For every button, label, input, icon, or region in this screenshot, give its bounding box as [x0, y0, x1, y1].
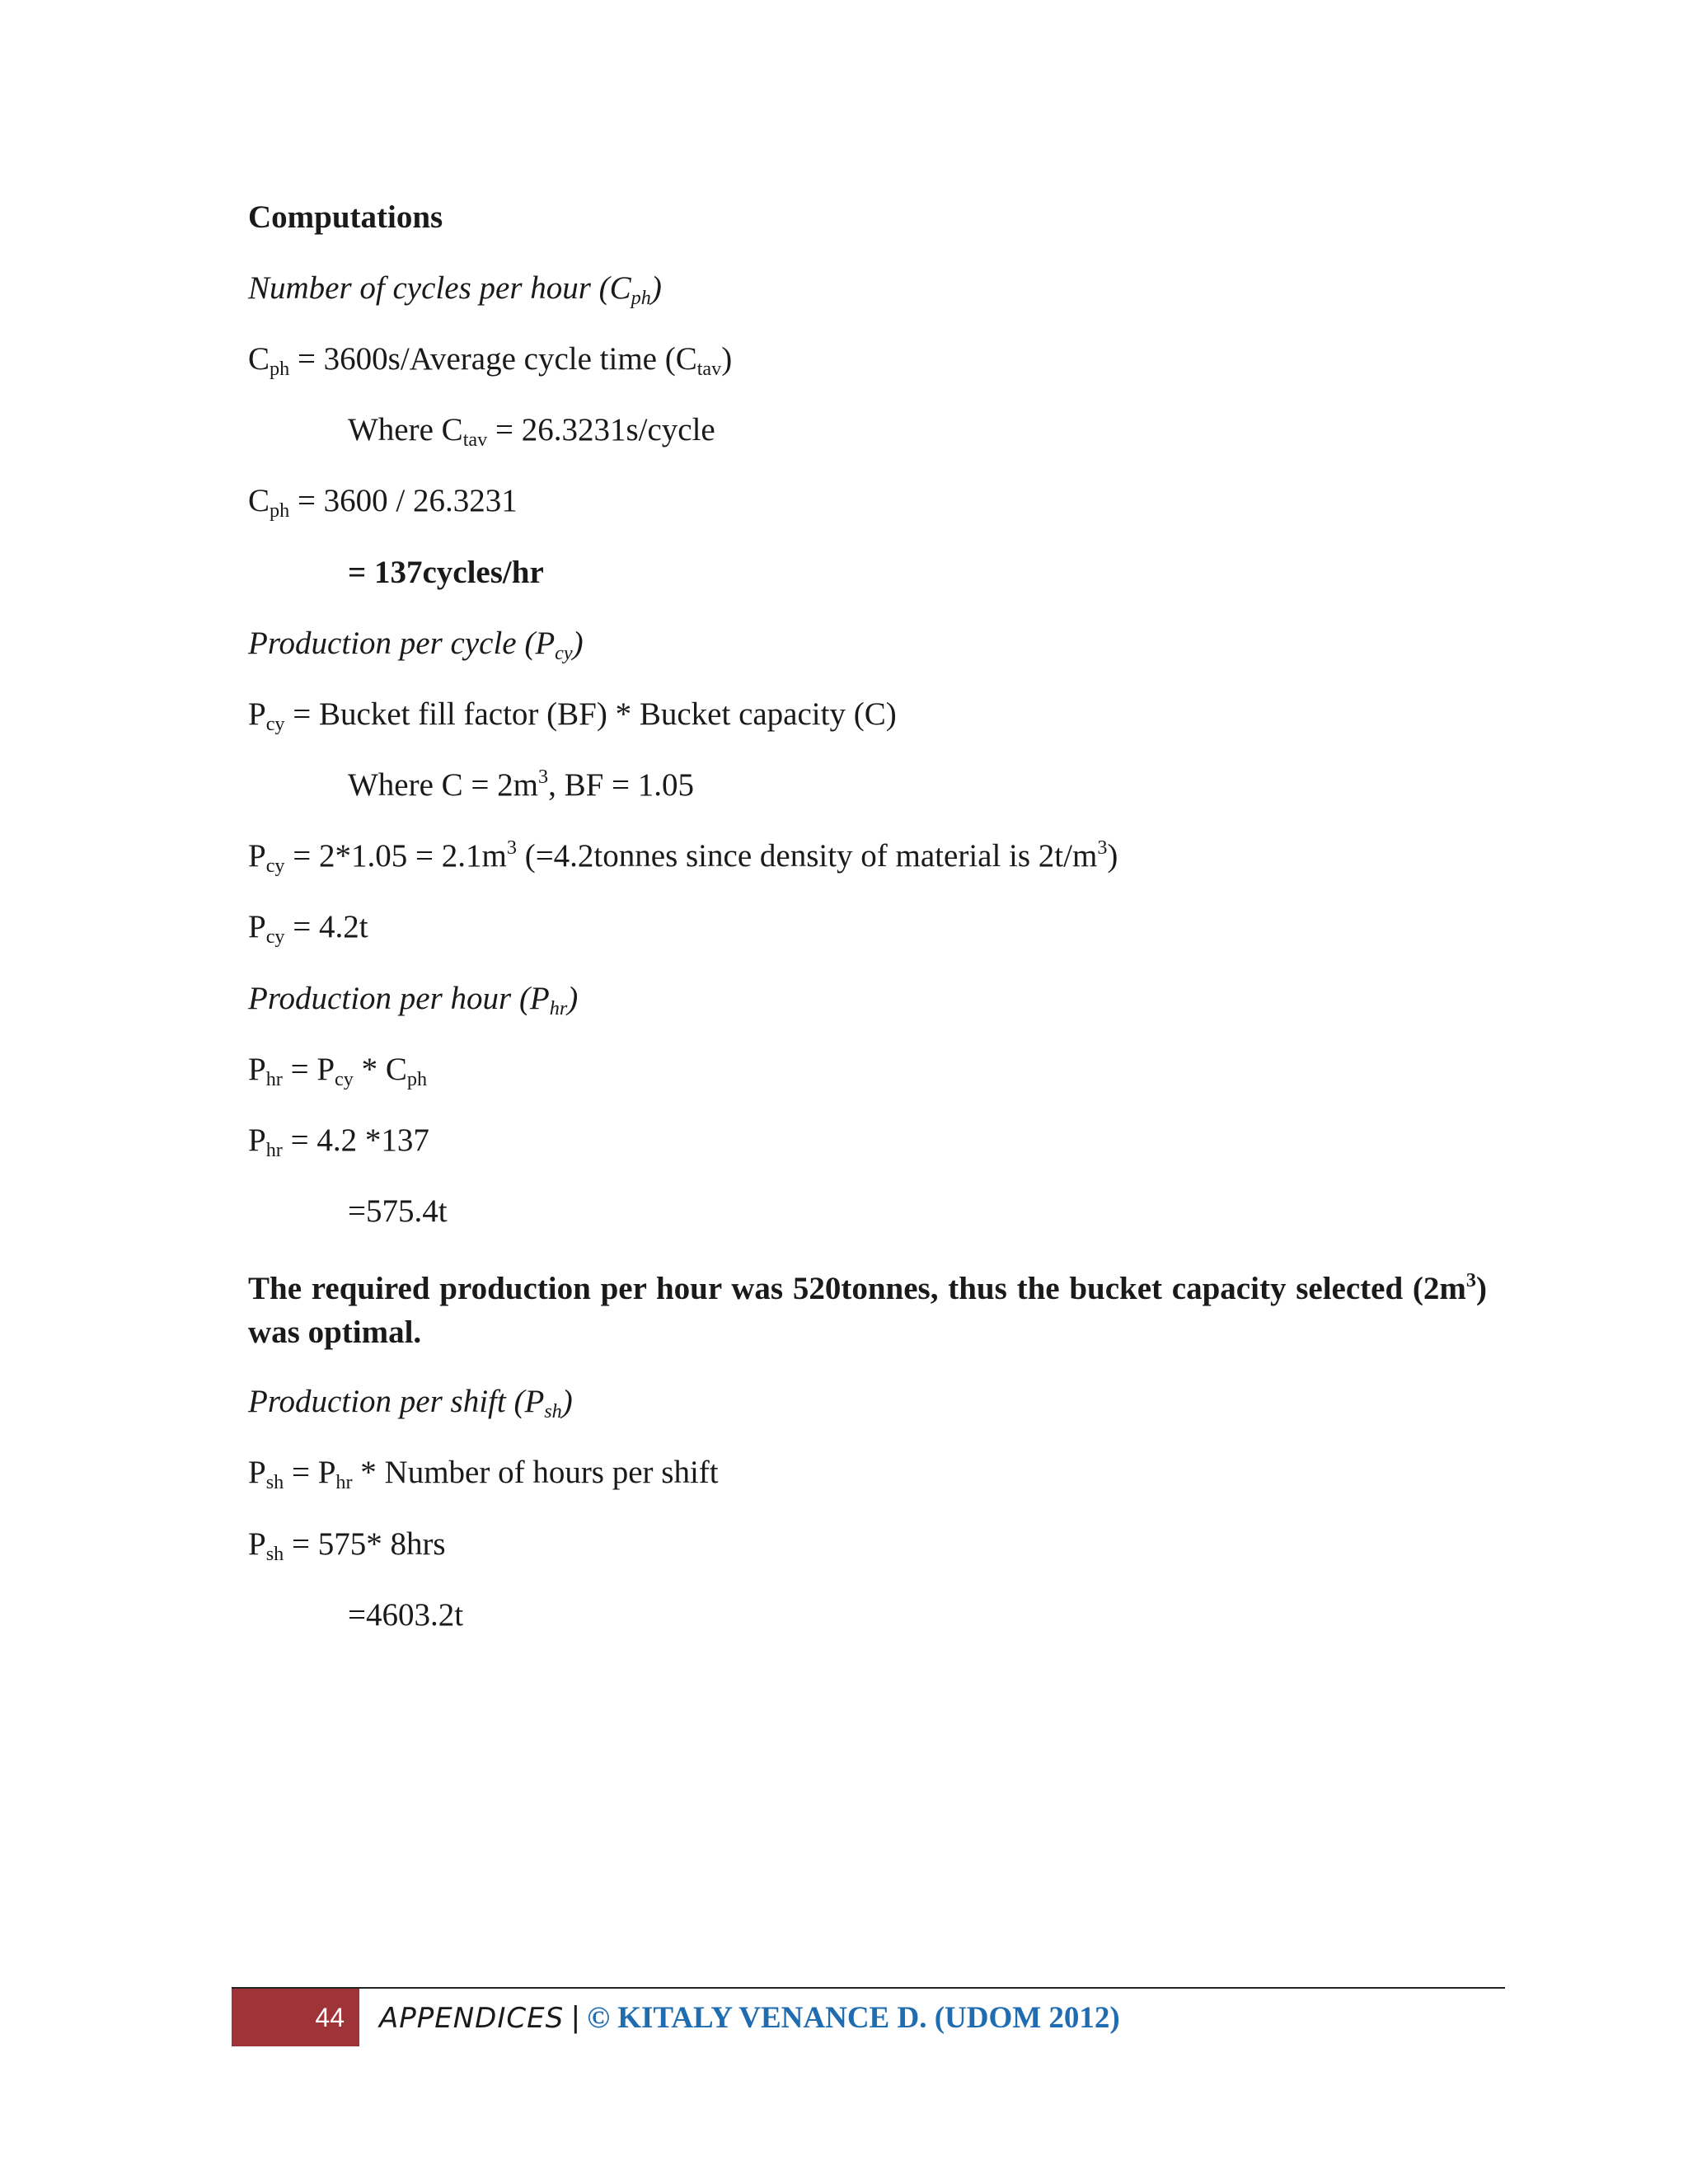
- result-phr: =575.4t: [348, 1193, 448, 1229]
- formula-psh-calc: $P_{sh} = 575*$ 8hrs: [248, 1526, 446, 1565]
- subheading-production-per-shift: Production per shift $(P_{sh})$: [248, 1384, 573, 1422]
- subheading-cycles-per-hour: Number of cycles per hour $(C_{ph})$: [248, 270, 662, 309]
- footer-separator: |: [571, 2000, 580, 2034]
- footer-divider: [232, 1987, 1505, 1989]
- where-ctav: Where $C_{tav}$ = 26.3231s/cycle: [348, 412, 715, 451]
- formula-phr-calc: $P_{hr} = 4.2$ *137: [248, 1122, 429, 1161]
- where-c-bf: Where $C = 2m^3$, BF = 1.05: [348, 766, 695, 803]
- footer-copyright: © KITALY VENANCE D. (UDOM 2012): [587, 2001, 1120, 2035]
- conclusion-paragraph: The required production per hour was 520tonnes, thus the bucket capacity selected $(2m^3)$ was optimal.: [248, 1269, 1487, 1350]
- section-heading: Computations: [248, 199, 443, 235]
- formula-phr-definition: $P_{hr} = P_{cy} * C_{ph}$: [248, 1052, 428, 1090]
- page-number: 44: [315, 2002, 345, 2032]
- formula-cph-calc: $C_{ph} = 3600 / 26.3231$: [248, 483, 518, 522]
- formula-cph-definition: $C_{ph}$ = 3600s/Average cycle time $(C_{tav})$: [248, 341, 733, 380]
- result-psh: =4603.2t: [348, 1597, 464, 1633]
- page-number-box: [232, 1989, 359, 2046]
- subheading-production-per-hour: Production per hour $(P_{hr})$: [248, 981, 579, 1019]
- result-pcy: $P_{cy} = 4.2t$: [248, 909, 368, 948]
- formula-psh-definition: $P_{sh} = P_{hr}$ * Number of hours per shift: [248, 1455, 719, 1493]
- footer-section-label: APPENDICES: [379, 2002, 565, 2035]
- footer-text: [379, 1999, 1120, 2037]
- result-cph: = 137cycles/hr: [348, 555, 544, 590]
- subheading-production-per-cycle: Production per cycle $(P_{cy})$: [248, 626, 584, 664]
- formula-pcy-calc: $P_{cy} = 2*1.05 = 2.1m^3$ (=4.2tonnes since density of material is $2t/m^3$): [248, 837, 1118, 877]
- formula-pcy-definition: $P_{cy}$ = Bucket fill factor (BF) * Bucket capacity (C): [248, 696, 897, 735]
